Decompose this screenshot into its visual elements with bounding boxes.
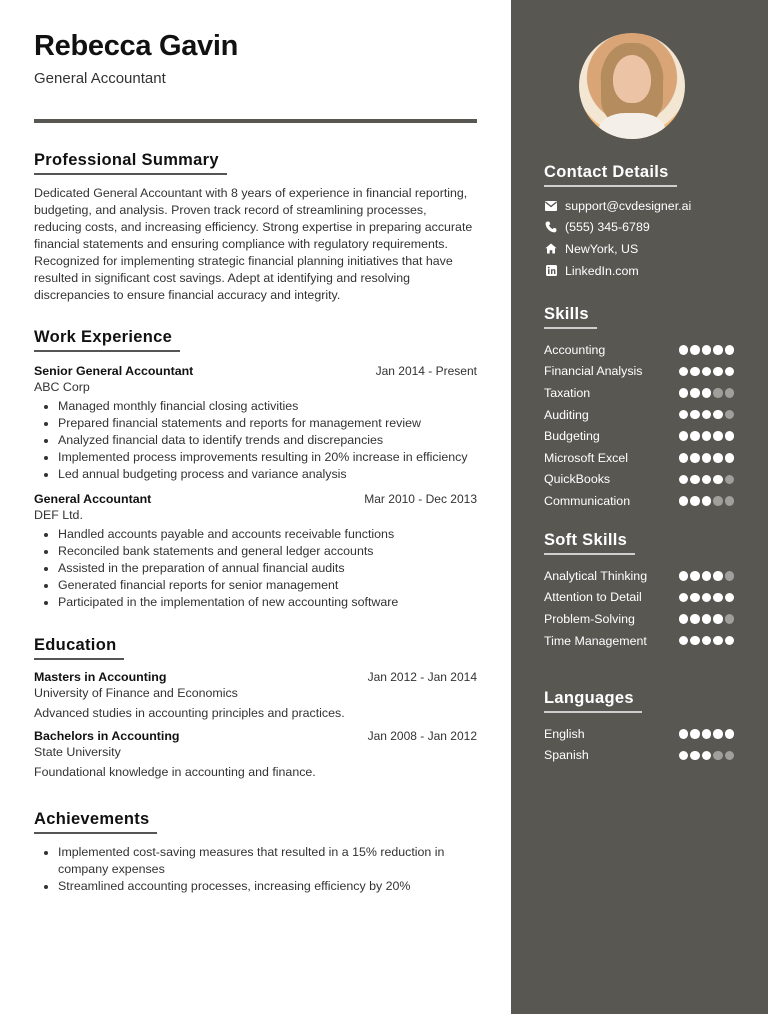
job-role: Senior General Accountant [34,364,194,378]
rating-dot-filled [690,636,700,646]
degree-dates: Jan 2008 - Jan 2012 [367,729,477,743]
skill-rating [679,571,735,581]
skill-name: Financial Analysis [544,364,643,379]
candidate-title: General Accountant [34,70,166,87]
achievements-section [34,810,477,895]
rating-dot-filled [679,410,689,420]
home-icon [544,243,558,254]
rating-dot-filled [679,388,689,398]
rating-dot-filled [725,367,735,377]
contact-location-row [544,238,744,260]
skill-rating [679,751,735,761]
rating-dot-filled [690,475,700,485]
soft-skills-section [544,531,744,651]
skill-row [544,382,734,404]
rating-dot-filled [702,496,712,506]
rating-dot-filled [690,571,700,581]
list-item: • Implemented cost-saving measures that resulted in a 15% reduction in company expenses [58,844,477,878]
rating-dot-filled [725,593,735,603]
rating-dot-filled [713,636,723,646]
skill-row [544,565,734,587]
rating-dot-filled [702,475,712,485]
job-company: ABC Corp [34,380,90,394]
rating-dot-filled [702,410,712,420]
school-name: University of Finance and Economics [34,686,238,700]
rating-dot-filled [679,453,689,463]
rating-dot-filled [679,636,689,646]
rating-dot-filled [702,751,712,761]
list-item: • Managed monthly financial closing activities [58,398,477,415]
contact-linkedin-row[interactable] [544,260,744,282]
contact-phone-row[interactable] [544,217,744,239]
skill-rating [679,388,735,398]
rating-dot-filled [679,593,689,603]
rating-dot-filled [713,593,723,603]
list-item: • Handled accounts payable and accounts receivable functions [58,526,477,543]
avatar [579,33,685,139]
rating-dot-filled [702,614,712,624]
skill-row [544,447,734,469]
rating-dot-empty [725,496,735,506]
skill-row [544,361,734,383]
rating-dot-filled [725,345,735,355]
rating-dot-filled [690,345,700,355]
rating-dot-filled [679,431,689,441]
skill-rating [679,431,735,441]
rating-dot-filled [702,636,712,646]
list-item: • Streamlined accounting processes, increasing efficiency by 20% [58,878,477,895]
contact-phone: (555) 345-6789 [565,220,650,235]
rating-dot-filled [690,431,700,441]
rating-dot-filled [690,453,700,463]
rating-dot-filled [679,475,689,485]
skill-rating [679,636,735,646]
rating-dot-empty [713,496,723,506]
rating-dot-filled [690,410,700,420]
rating-dot-filled [702,729,712,739]
skill-name: Microsoft Excel [544,450,628,465]
contact-email: support@cvdesigner.ai [565,198,692,213]
experience-section [34,328,477,611]
skill-row [544,608,734,630]
rating-dot-filled [702,431,712,441]
languages-list [544,723,744,766]
rating-dot-filled [713,475,723,485]
job-bullets [34,526,477,611]
rating-dot-filled [725,431,735,441]
rating-dot-empty [725,475,735,485]
job-company: DEF Ltd. [34,508,83,522]
rating-dot-filled [690,367,700,377]
job-role: General Accountant [34,492,152,506]
skill-name: Attention to Detail [544,590,642,605]
skill-rating [679,410,735,420]
rating-dot-filled [702,388,712,398]
linkedin-icon [544,265,558,276]
languages-heading: Languages [544,689,642,713]
rating-dot-filled [725,636,735,646]
languages-section [544,689,744,766]
rating-dot-empty [725,410,735,420]
degree-description: Advanced studies in accounting principles and practices. [34,706,345,720]
phone-icon [544,221,558,233]
skill-row [544,490,734,512]
skill-row [544,630,734,652]
rating-dot-filled [713,367,723,377]
skill-row [544,425,734,447]
skill-rating [679,496,735,506]
skill-name: Accounting [544,342,606,357]
rating-dot-filled [702,345,712,355]
rating-dot-filled [713,571,723,581]
envelope-icon [544,201,558,211]
list-item: • Reconciled bank statements and general ledger accounts [58,543,477,560]
skill-row [544,404,734,426]
skill-name: Problem-Solving [544,611,635,626]
rating-dot-filled [713,431,723,441]
skill-name: Time Management [544,633,647,648]
skills-list [544,339,744,512]
contact-email-row[interactable] [544,195,744,217]
skill-row [544,469,734,491]
soft-skills-list [544,565,744,651]
education-entry [34,670,477,720]
soft-skills-heading: Soft Skills [544,531,635,555]
rating-dot-filled [702,453,712,463]
rating-dot-filled [690,614,700,624]
achievements-bullets [34,844,477,895]
rating-dot-filled [713,614,723,624]
skill-rating [679,367,735,377]
rating-dot-filled [690,751,700,761]
contact-heading: Contact Details [544,163,677,187]
rating-dot-filled [679,614,689,624]
skill-row [544,339,734,361]
rating-dot-filled [679,496,689,506]
rating-dot-filled [702,367,712,377]
rating-dot-filled [713,729,723,739]
skill-name: Communication [544,493,631,508]
rating-dot-empty [713,388,723,398]
contact-section [544,163,744,281]
list-item: • Led annual budgeting process and variance analysis [58,466,477,483]
rating-dot-filled [690,388,700,398]
list-item: • Implemented process improvements resulting in 20% increase in efficiency [58,449,477,466]
skill-rating [679,453,735,463]
school-name: State University [34,745,121,759]
rating-dot-filled [690,496,700,506]
job-entry [34,492,477,611]
rating-dot-filled [713,345,723,355]
skill-name: English [544,726,585,741]
skill-name: Taxation [544,385,591,400]
skill-rating [679,729,735,739]
skill-rating [679,593,735,603]
list-item: • Prepared financial statements and reports for management review [58,415,477,432]
contact-location: NewYork, US [565,241,639,256]
rating-dot-filled [679,571,689,581]
summary-text: Dedicated General Accountant with 8 years of experience in financial reporting, budgeting, and analysis. Proven track record of streamlining processes, reducing costs, and increasing efficiency. Strong expertise in preparing accurate financial statements and ensuring compliance with regulatory requirements. Recognized for implementing strategic financial planning initiatives that have resulted in significant cost savings. Adept at identifying and resolving discrepancies to ensure financial accuracy and integrity. [34,186,473,302]
skill-rating [679,475,735,485]
experience-heading: Work Experience [34,328,180,352]
skill-name: Auditing [544,407,589,422]
skill-row [544,745,734,767]
degree-dates: Jan 2012 - Jan 2014 [367,670,477,684]
rating-dot-filled [702,593,712,603]
education-entry [34,729,477,779]
skills-heading: Skills [544,305,597,329]
rating-dot-empty [725,388,735,398]
list-item: • Assisted in the preparation of annual financial audits [58,560,477,577]
rating-dot-empty [713,751,723,761]
skill-rating [679,614,735,624]
skill-name: Spanish [544,748,589,763]
rating-dot-filled [679,751,689,761]
rating-dot-empty [725,751,735,761]
rating-dot-filled [713,453,723,463]
rating-dot-filled [690,729,700,739]
skill-name: QuickBooks [544,472,611,487]
education-heading: Education [34,636,124,660]
rating-dot-empty [725,614,735,624]
rating-dot-filled [679,729,689,739]
skills-section [544,305,744,512]
job-entry [34,364,477,483]
header-divider [34,119,477,123]
rating-dot-filled [713,410,723,420]
summary-section [34,151,477,304]
rating-dot-filled [725,729,735,739]
degree-name: Bachelors in Accounting [34,729,180,743]
degree-name: Masters in Accounting [34,670,167,684]
job-dates: Mar 2010 - Dec 2013 [364,492,477,506]
rating-dot-filled [725,453,735,463]
list-item: • Analyzed financial data to identify trends and discrepancies [58,432,477,449]
rating-dot-filled [679,367,689,377]
contact-linkedin: LinkedIn.com [565,263,639,278]
rating-dot-filled [679,345,689,355]
job-bullets [34,398,477,483]
skill-name: Analytical Thinking [544,568,648,583]
skill-rating [679,345,735,355]
rating-dot-filled [690,593,700,603]
list-item: • Participated in the implementation of new accounting software [58,594,477,611]
skill-name: Budgeting [544,429,600,444]
skill-row [544,723,734,745]
list-item: • Generated financial reports for senior management [58,577,477,594]
skill-row [544,587,734,609]
achievements-heading: Achievements [34,810,157,834]
education-section [34,636,477,779]
degree-description: Foundational knowledge in accounting and finance. [34,765,316,779]
job-dates: Jan 2014 - Present [375,364,477,378]
rating-dot-empty [725,571,735,581]
summary-heading: Professional Summary [34,151,227,175]
rating-dot-filled [702,571,712,581]
candidate-name: Rebecca Gavin [34,30,239,62]
